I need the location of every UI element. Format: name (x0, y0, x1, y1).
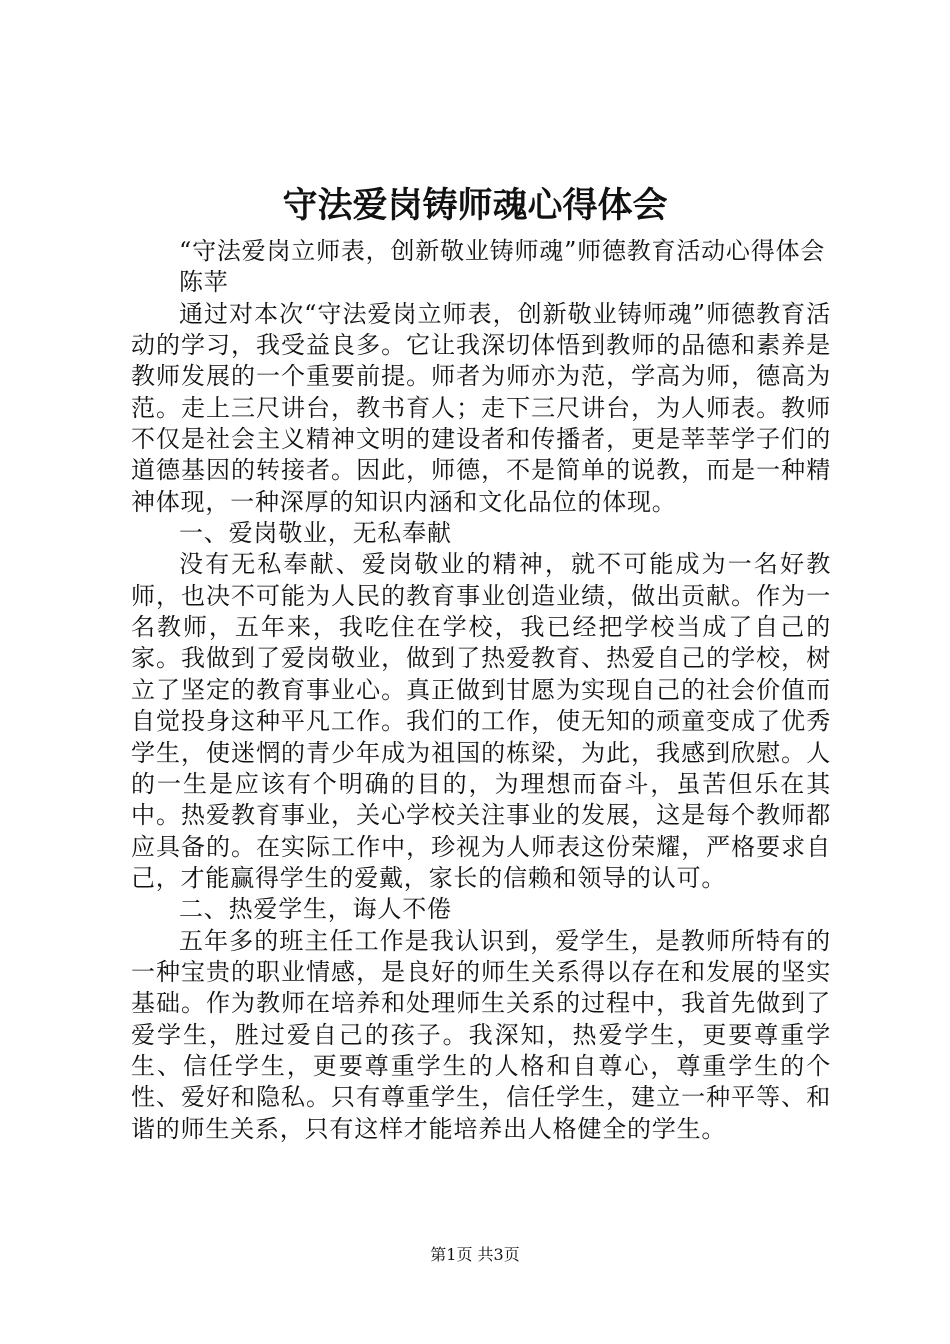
section-heading-2: 二、热爱学生，诲人不倦 (179, 895, 452, 924)
document-subtitle: “守法爱岗立师表，创新敬业铸师魂”师德教育活动心得体会 (179, 237, 826, 265)
document-author: 陈苹 (179, 268, 229, 297)
paragraph-intro: 通过对本次“守法爱岗立师表，创新敬业铸师魂”师德教育活动的学习，我受益良多。它让我深切体悟到教师的品德和素养是教师发展的一个重要前提。师者为师亦为范，学高为师，德高为范。走上三尺讲台，教书育人；走下三尺讲台，为人师表。教师不仅是社会主义精神文明的建设者和传播者，更是莘莘学子们的道德基因的转接者。因此，师德，不是简单的说教，而是一种精神体现，一种深厚的知识内涵和文化品位的体现。 (131, 299, 831, 516)
section-heading-1: 一、爱岗敬业，无私奉献 (179, 519, 452, 548)
page-number-footer: 第1页 共3页 (430, 1245, 520, 1264)
paragraph-section-1: 没有无私奉献、爱岗敬业的精神，就不可能成为一名好教师，也决不可能为人民的教育事业创造业绩，做出贡献。作为一名教师，五年来，我吃住在学校，我已经把学校当成了自己的家。我做到了爱岗敬业，做到了热爱教育、热爱自己的学校，树立了坚定的教育事业心。真正做到甘愿为实现自己的社会价值而自觉投身这种平凡工作。我们的工作，使无知的顽童变成了优秀学生，使迷惘的青少年成为祖国的栋梁，为此，我感到欣慰。人的一生是应该有个明确的目的，为理想而奋斗，虽苦但乐在其中。热爱教育事业，关心学校关注事业的发展，这是每个教师都应具备的。在实际工作中，珍视为人师表这份荣耀，严格要求自己，才能赢得学生的爱戴，家长的信赖和领导的认可。 (131, 550, 831, 892)
document-body (131, 236, 831, 1145)
document-title: 守法爱岗铸师魂心得体会 (282, 185, 668, 226)
paragraph-section-2: 五年多的班主任工作是我认识到，爱学生，是教师所特有的一种宝贵的职业情感，是良好的师生关系得以存在和发展的坚实基础。作为教师在培养和处理师生关系的过程中，我首先做到了爱学生，胜过爱自己的孩子。我深知，热爱学生，更要尊重学生、信任学生，更要尊重学生的人格和自尊心，尊重学生的个性、爱好和隐私。只有尊重学生，信任学生，建立一种平等、和谐的师生关系，只有这样才能培养出人格健全的学生。 (131, 926, 831, 1143)
